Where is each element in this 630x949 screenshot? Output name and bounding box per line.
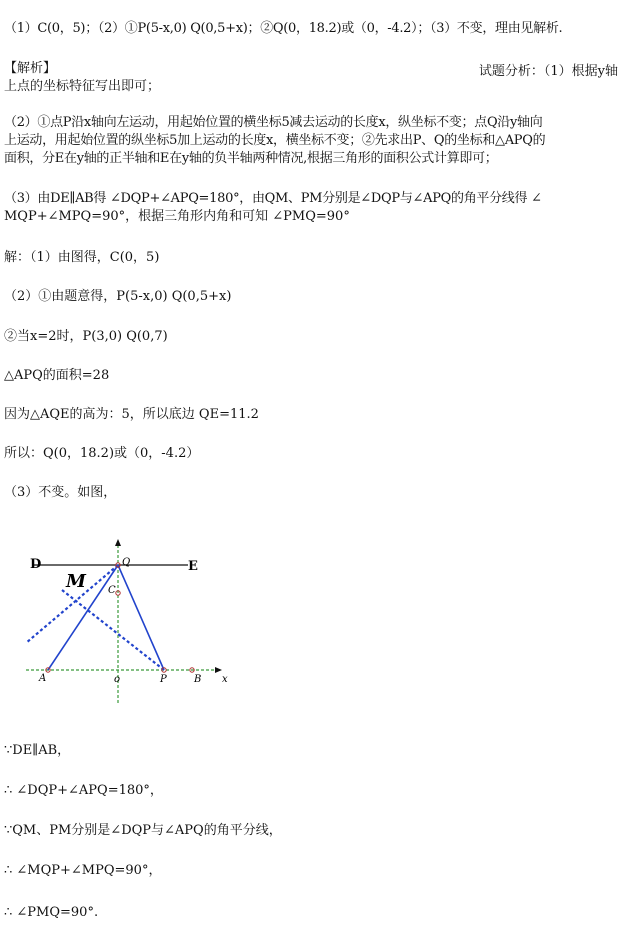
analysis-part3-line1: （3）由DE∥AB得 ∠DQP+∠APQ=180°，由QM、PM分别是∠DQP与∠APQ的角平分线得 ∠ <box>4 191 542 206</box>
solution-part2a: （2）①由题意得，P(5-x,0) Q(0,5+x) <box>4 289 232 304</box>
label-A: A <box>39 673 47 684</box>
label-E: E <box>188 559 198 574</box>
solution-part2b: ②当x=2时，P(3,0) Q(0,7) <box>4 329 168 344</box>
solution-result: 所以：Q(0，18.2)或（0，-4.2） <box>4 446 200 461</box>
proof-step1: ∵DE∥AB， <box>4 743 71 758</box>
solution-part3: （3）不变。如图， <box>4 485 117 500</box>
analysis-part2-line2: 上运动，用起始位置的纵坐标5加上运动的长度x，横坐标不变；②先求出P、Q的坐标和△APQ的 <box>4 133 546 148</box>
proof-step4: ∴ ∠MQP+∠MPQ=90°， <box>4 863 162 878</box>
analysis-heading: 【解析】 <box>4 61 57 76</box>
analysis-part1-continued: 上点的坐标特征写出即可； <box>4 79 161 94</box>
solution-height: 因为△AQE的高为：5，所以底边 QE=11.2 <box>4 407 259 422</box>
label-x: x <box>222 674 228 685</box>
analysis-part2-line3: 面积，分E在y轴的正半轴和E在y轴的负半轴两种情况,根据三角形的面积公式计算即可； <box>4 151 498 166</box>
proof-step3: ∵QM、PM分别是∠DQP与∠APQ的角平分线， <box>4 823 282 838</box>
analysis-part2-line1: （2）①点P沿x轴向左运动，用起始位置的横坐标5减去运动的长度x，纵坐标不变；点Q沿y轴向 <box>4 115 543 130</box>
proof-step2: ∴ ∠DQP+∠APQ=180°， <box>4 783 163 798</box>
solution-part1: 解：（1）由图得，C(0，5) <box>4 250 160 265</box>
solution-area: △APQ的面积=28 <box>4 368 110 383</box>
answer-line: （1）C(0，5)；（2）①P(5-x,0) Q(0,5+x)；②Q(0，18.2)或（0，-4.2）；（3）不变，理由见解析. <box>4 21 563 36</box>
label-D: D <box>30 557 42 572</box>
geometry-figure <box>18 535 248 710</box>
analysis-part3-line2: MQP+∠MPQ=90°，根据三角形内角和可知 ∠PMQ=90° <box>4 209 350 224</box>
label-M: M <box>66 571 86 592</box>
label-C: C <box>108 585 116 596</box>
proof-step5: ∴ ∠PMQ=90°. <box>4 905 99 920</box>
label-B: B <box>194 674 202 685</box>
label-Q: Q <box>122 557 131 568</box>
analysis-intro: 试题分析：（1）根据y轴 <box>478 64 618 79</box>
label-O: o <box>114 674 121 685</box>
label-P: P <box>160 674 167 685</box>
